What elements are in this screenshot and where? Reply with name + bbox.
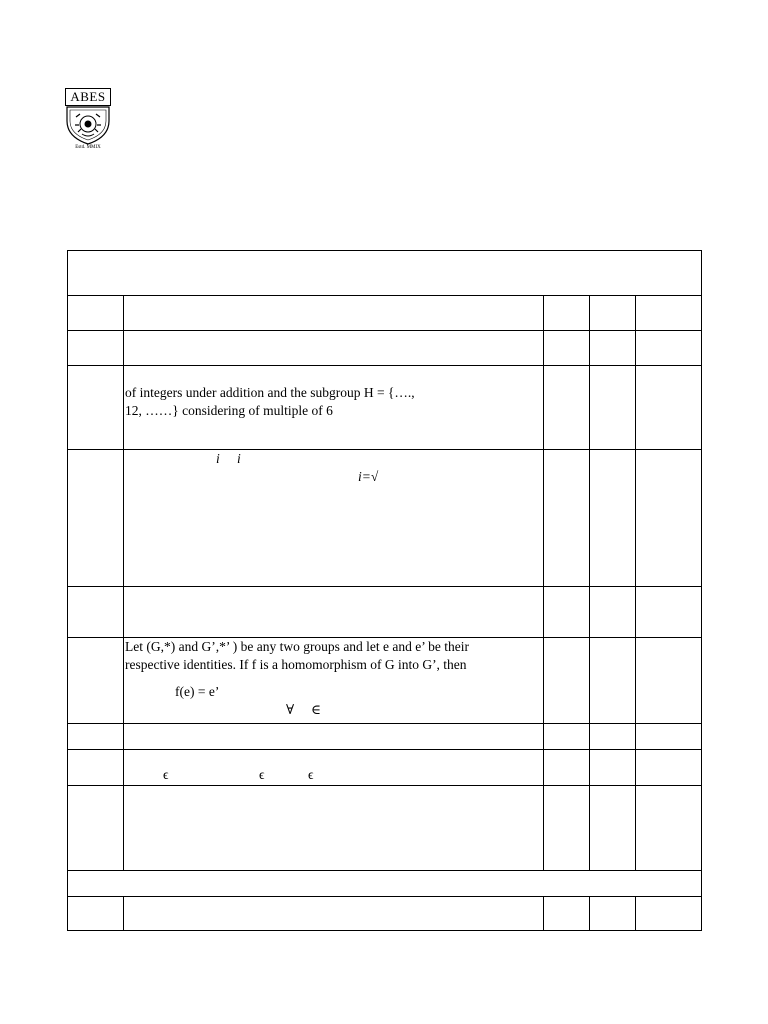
question-number-cell xyxy=(68,450,124,587)
marks-cell xyxy=(544,638,590,724)
table-row xyxy=(68,724,702,750)
imaginary-unit: i xyxy=(237,451,241,466)
question-text-cell xyxy=(124,897,544,931)
question-number-cell xyxy=(68,638,124,724)
logo-name: ABES xyxy=(65,88,111,106)
section-divider-row xyxy=(68,871,702,897)
institution-logo xyxy=(62,88,114,154)
question-text-cell xyxy=(124,331,544,366)
table-row xyxy=(68,638,702,724)
level-cell xyxy=(636,750,702,786)
co-cell xyxy=(590,450,636,587)
element-of-symbol: ∈ xyxy=(311,702,321,717)
question-text-cell xyxy=(124,786,544,871)
question-subgroup-cell xyxy=(124,366,544,450)
quantifier-line xyxy=(125,701,542,719)
marks-cell xyxy=(544,724,590,750)
imaginary-unit: i xyxy=(216,451,220,466)
co-cell xyxy=(590,724,636,750)
co-cell xyxy=(590,786,636,871)
question-number-cell xyxy=(68,750,124,786)
homomorphism-line-2: respective identities. If f is a homomorphism of G into G’, then xyxy=(125,657,467,672)
section-header-cell xyxy=(68,251,702,296)
element-symbol: ϵ xyxy=(308,767,314,782)
marks-cell xyxy=(544,450,590,587)
level-cell xyxy=(636,724,702,750)
section-header-row xyxy=(68,251,702,296)
table-row xyxy=(68,366,702,450)
membership-line xyxy=(124,767,543,785)
co-cell xyxy=(590,366,636,450)
element-symbol: ϵ xyxy=(163,767,169,782)
table-row xyxy=(68,897,702,931)
co-cell xyxy=(590,897,636,931)
question-number-cell xyxy=(68,366,124,450)
homomorphism-line-1: Let (G,*) and G’,*’ ) be any two groups and let e and e’ be their xyxy=(125,639,469,654)
subgroup-line-1: of integers under addition and the subgroup H = {…., xyxy=(125,385,415,400)
level-cell xyxy=(636,366,702,450)
question-membership-cell xyxy=(124,750,544,786)
question-complex-cell xyxy=(124,450,544,587)
header-cell xyxy=(590,296,636,331)
header-cell xyxy=(636,296,702,331)
marks-cell xyxy=(544,366,590,450)
question-number-cell xyxy=(68,587,124,638)
question-homomorphism-cell xyxy=(124,638,544,724)
element-symbol: ϵ xyxy=(259,767,265,782)
level-cell xyxy=(636,450,702,587)
table-row xyxy=(68,786,702,871)
subgroup-line-2: 12, ……} considering of multiple of 6 xyxy=(125,403,333,418)
co-cell xyxy=(590,638,636,724)
math-line-1 xyxy=(124,451,543,469)
column-header-row xyxy=(68,296,702,331)
level-cell xyxy=(636,638,702,724)
math-line-2 xyxy=(124,469,543,487)
marks-cell xyxy=(544,786,590,871)
homomorphism-equation: f(e) = e’ xyxy=(175,684,220,699)
imaginary-unit-definition: i=√ xyxy=(358,469,379,484)
marks-cell xyxy=(544,331,590,366)
question-text-cell xyxy=(124,587,544,638)
question-number-cell xyxy=(68,786,124,871)
marks-cell xyxy=(544,750,590,786)
level-cell xyxy=(636,587,702,638)
level-cell xyxy=(636,786,702,871)
header-cell xyxy=(68,296,124,331)
header-cell xyxy=(124,296,544,331)
shield-crest-icon xyxy=(62,105,114,145)
table-row xyxy=(68,450,702,587)
question-number-cell xyxy=(68,724,124,750)
table-row xyxy=(68,331,702,366)
question-number-cell xyxy=(68,331,124,366)
co-cell xyxy=(590,331,636,366)
level-cell xyxy=(636,331,702,366)
level-cell xyxy=(636,897,702,931)
question-number-cell xyxy=(68,897,124,931)
header-cell xyxy=(544,296,590,331)
co-cell xyxy=(590,587,636,638)
question-paper-table xyxy=(67,250,702,931)
question-text-cell xyxy=(124,724,544,750)
forall-symbol: ∀ xyxy=(286,702,295,717)
logo-established: Estd. MMIX xyxy=(75,145,101,150)
table-row xyxy=(68,587,702,638)
marks-cell xyxy=(544,897,590,931)
co-cell xyxy=(590,750,636,786)
marks-cell xyxy=(544,587,590,638)
section-divider-cell xyxy=(68,871,702,897)
table-row xyxy=(68,750,702,786)
